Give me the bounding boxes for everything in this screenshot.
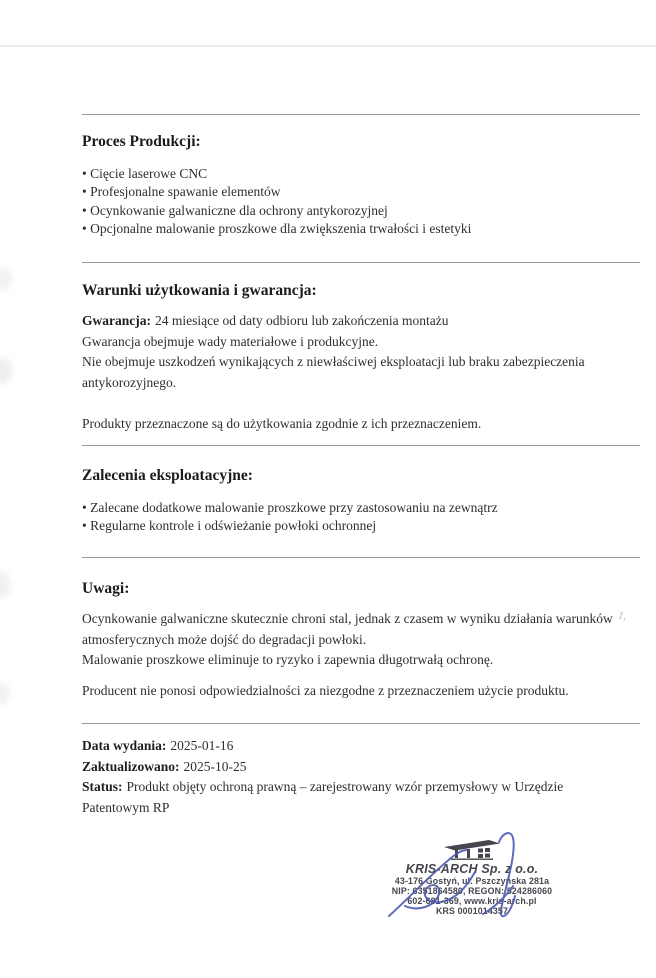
stamp-contact: 602-681-369, www.kris-arch.pl — [407, 896, 537, 906]
spacer — [82, 671, 634, 681]
section-heading: Uwagi: — [82, 580, 130, 597]
recommendations-list — [82, 499, 634, 536]
warranty-lead — [82, 311, 634, 332]
notes-paragraph: Malowanie proszkowe eliminuje to ryzyko i zapewnia długotrwałą ochronę. — [82, 652, 494, 668]
section-heading: Zalecenia eksploatacyjne: — [82, 467, 253, 484]
warranty-label-text: 24 miesiące od daty odbioru lub zakończenia montażu — [154, 313, 449, 328]
list-item: • Regularne kontrole i odświeżanie powłoki ochronnej — [82, 517, 634, 535]
status-line — [82, 777, 634, 818]
stamp-tax-ids: NIP: 6351864580, REGON: 524286060 — [391, 886, 553, 896]
stamp-company-name: KRIS-ARCH Sp. z o.o. — [405, 862, 539, 876]
section-production — [82, 132, 634, 239]
stamp-krs: KRS 0001014357 — [435, 906, 509, 916]
updated-value: 2025-10-25 — [183, 758, 247, 774]
section-divider — [82, 114, 640, 115]
section-divider — [82, 262, 640, 263]
carport-logo-icon — [441, 838, 503, 862]
status-value: Produkt objęty ochroną prawną – zarejestrowany wzór przemysłowy w Urzędzie Patentowym RP — [82, 779, 564, 815]
scan-edge-line — [0, 45, 656, 47]
scan-smudge — [0, 572, 11, 598]
scan-pen-mark: 1, — [617, 609, 628, 623]
issued-value: 2025-01-16 — [170, 738, 234, 753]
warranty-label: Gwarancja: — [82, 313, 151, 328]
list-item: • Cięcie laserowe CNC — [82, 165, 634, 183]
list-item: • Opcjonalne malowanie proszkowe dla zwiększenia trwałości i estetyki — [82, 220, 634, 238]
updated-label: Zaktualizowano: — [82, 758, 180, 774]
section-warranty — [82, 281, 634, 435]
section-divider — [82, 723, 640, 724]
notes-paragraph: Ocynkowanie galwaniczne skutecznie chroni stal, jednak z czasem w wyniku działania warunków atmosferycznych może dojść do degradacji powłoki. — [82, 611, 613, 647]
status-label: Status: — [82, 779, 123, 795]
warranty-line: Nie obejmuje uszkodzeń wynikających z niewłaściwej eksploatacji lub braku zabezpieczenia antykorozyjnego. — [82, 354, 585, 390]
warranty-closing: Produkty przeznaczone są do użytkowania zgodnie z ich przeznaczeniem. — [82, 415, 482, 431]
section-heading: Proces Produkcji: — [82, 133, 201, 150]
section-recommendations — [82, 466, 634, 536]
notes-disclaimer: Producent nie ponosi odpowiedzialności za niezgodne z przeznaczeniem użycie produktu. — [82, 682, 569, 698]
warranty-line: Gwarancja obejmuje wady materiałowe i produkcyjne. — [82, 333, 379, 349]
section-divider — [82, 445, 640, 446]
updated-line — [82, 757, 634, 778]
production-list — [82, 165, 634, 239]
list-item: • Zalecane dodatkowe malowanie proszkowe przy zastosowaniu na zewnątrz — [82, 499, 634, 517]
stamp-address: 43-176 Gostyń, ul. Pszczyńska 281a — [394, 876, 550, 886]
section-heading: Warunki użytkowania i gwarancja: — [82, 282, 317, 299]
section-divider — [82, 557, 640, 558]
spacer — [82, 393, 634, 414]
section-notes — [82, 579, 634, 701]
scan-smudge — [0, 358, 12, 384]
issued-line — [82, 736, 634, 757]
list-item: • Profesjonalne spawanie elementów — [82, 183, 634, 201]
section-meta — [82, 736, 634, 818]
scan-smudge — [0, 684, 10, 704]
company-stamp — [372, 838, 572, 916]
scan-smudge — [0, 268, 12, 290]
issued-label: Data wydania: — [82, 738, 167, 753]
list-item: • Ocynkowanie galwaniczne dla ochrony antykorozyjnej — [82, 202, 634, 220]
